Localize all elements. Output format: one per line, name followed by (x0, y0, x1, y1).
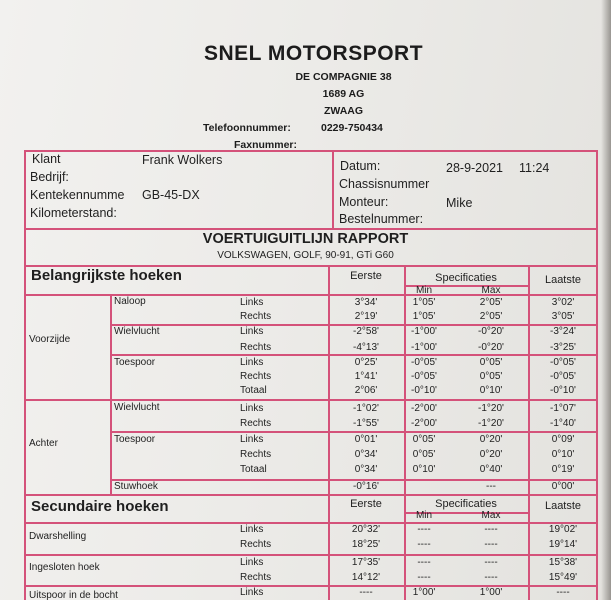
sub-wielvlucht-achter: Wielvlucht (114, 402, 160, 413)
klant-value: Frank Wolkers (142, 153, 223, 167)
col-spec-header-2: Specificaties (435, 498, 497, 510)
vehicle-description: VOLKSWAGEN, GOLF, 90-91, GTi G60 (217, 250, 394, 261)
cell-side: Links (240, 434, 264, 445)
chassis-label: Chassisnummer (339, 177, 430, 191)
sub-toespoor-achter: Toespoor (114, 434, 156, 445)
cell-eerste: 2°06' (354, 385, 378, 396)
cell-max: 0°20' (479, 449, 503, 460)
cell-eerste: -2°58' (353, 326, 379, 337)
cell-laatste: 0°09' (551, 434, 575, 445)
group-voorzijde: Voorzijde (29, 334, 71, 345)
cell-side: Links (240, 524, 264, 535)
cell-side: Rechts (240, 418, 272, 429)
sub-uitspoor: Uitspoor in de bocht (29, 590, 118, 600)
section-main-angles-title: Belangrijkste hoeken (31, 267, 182, 284)
cell-min: ---- (417, 557, 431, 568)
sub-toespoor-voor: Toespoor (114, 357, 156, 368)
cell-max: --- (486, 481, 496, 492)
cell-side: Links (240, 557, 264, 568)
cell-max: -0°20' (478, 342, 504, 353)
monteur-label: Monteur: (339, 195, 389, 209)
cell-laatste: 0°10' (551, 449, 575, 460)
cell-max: ---- (484, 524, 498, 535)
sub-stuwhoek: Stuwhoek (114, 481, 158, 492)
cell-min: 0°05' (412, 449, 436, 460)
rule (24, 228, 598, 230)
cell-min: 1°05' (412, 297, 436, 308)
cell-min: -1°00' (411, 342, 437, 353)
cell-laatste: 0°00' (551, 481, 575, 492)
datum-label: Datum: (340, 159, 381, 173)
cell-min: ---- (417, 539, 431, 550)
company-name: SNEL MOTORSPORT (203, 42, 424, 65)
cell-max: ---- (484, 539, 498, 550)
cell-laatste: -1°40' (550, 418, 576, 429)
company-city: ZWAAG (323, 105, 364, 117)
cell-max: 0°05' (479, 357, 503, 368)
group-achter: Achter (29, 438, 58, 449)
cell-min: -0°05' (411, 371, 437, 382)
sub-wielvlucht-voor: Wielvlucht (114, 326, 160, 337)
cell-laatste: 15°49' (548, 572, 578, 583)
cell-laatste: -0°10' (550, 385, 576, 396)
report-title: VOERTUIGUITLIJN RAPPORT (202, 231, 409, 247)
cell-max: 0°10' (479, 385, 503, 396)
col-min-header-2: Min (415, 510, 433, 521)
cell-max: 2°05' (479, 297, 503, 308)
cell-max: ---- (484, 572, 498, 583)
cell-laatste: 3°05' (551, 311, 575, 322)
cell-min: 0°10' (412, 464, 436, 475)
cell-side: Totaal (240, 385, 267, 396)
cell-laatste: -1°07' (550, 403, 576, 414)
cell-laatste: -3°24' (550, 326, 576, 337)
cell-laatste: 15°38' (548, 557, 578, 568)
cell-min: ---- (417, 524, 431, 535)
rule (24, 494, 598, 496)
cell-laatste: 3°02' (551, 297, 575, 308)
cell-max: ---- (484, 557, 498, 568)
tijd-value: 11:24 (519, 161, 550, 175)
cell-min: -1°00' (411, 326, 437, 337)
section-secondary-angles-title: Secundaire hoeken (31, 498, 169, 515)
col-eerste-header: Eerste (350, 270, 382, 282)
cell-side: Rechts (240, 371, 272, 382)
phone-label: Telefoonnummer: (203, 122, 291, 134)
kenteken-label: Kentekennumme (30, 188, 125, 202)
datum-value: 28-9-2021 (446, 161, 503, 175)
company-address-1: DE COMPAGNIE 38 (295, 71, 392, 83)
cell-side: Rechts (240, 449, 272, 460)
cell-min: -0°05' (411, 357, 437, 368)
bestelnummer-label: Bestelnummer: (339, 212, 424, 226)
cell-laatste: -0°05' (550, 371, 576, 382)
cell-laatste: ---- (556, 587, 570, 598)
cell-side: Links (240, 326, 264, 337)
rule (24, 554, 598, 556)
cell-side: Rechts (240, 572, 272, 583)
cell-min: -2°00' (411, 418, 437, 429)
cell-max: 0°40' (479, 464, 503, 475)
cell-min: -0°10' (411, 385, 437, 396)
cell-eerste: 17°35' (351, 557, 381, 568)
cell-eerste: 1°41' (354, 371, 378, 382)
cell-max: 0°20' (479, 434, 503, 445)
cell-side: Totaal (240, 464, 267, 475)
col-min-header: Min (415, 285, 433, 296)
cell-eerste: -4°13' (353, 342, 379, 353)
cell-max: -1°20' (478, 418, 504, 429)
sub-dwarshelling: Dwarshelling (29, 531, 87, 542)
cell-side: Links (240, 403, 264, 414)
cell-side: Rechts (240, 342, 272, 353)
cell-min: -2°00' (411, 403, 437, 414)
kenteken-value: GB-45-DX (142, 188, 200, 202)
rule (332, 150, 334, 228)
cell-side: Rechts (240, 539, 272, 550)
cell-eerste: 3°34' (354, 297, 378, 308)
cell-max: 2°05' (479, 311, 503, 322)
cell-side: Links (240, 357, 264, 368)
fax-label: Faxnummer: (234, 139, 298, 151)
cell-side: Links (240, 297, 264, 308)
cell-eerste: -0°16' (353, 481, 379, 492)
cell-eerste: 20°32' (351, 524, 381, 535)
cell-min: ---- (417, 572, 431, 583)
cell-laatste: -3°25' (550, 342, 576, 353)
cell-eerste: 0°01' (354, 434, 378, 445)
col-spec-header: Specificaties (435, 272, 497, 284)
cell-eerste: 14°12' (351, 572, 381, 583)
cell-min: 0°05' (412, 434, 436, 445)
cell-side: Links (240, 587, 264, 598)
cell-min: 1°05' (412, 311, 436, 322)
bedrijf-label: Bedrijf: (30, 170, 69, 184)
cell-max: -1°20' (478, 403, 504, 414)
cell-laatste: 19°14' (548, 539, 578, 550)
klant-label: Klant (32, 152, 61, 166)
cell-side: Rechts (240, 311, 272, 322)
cell-eerste: ---- (359, 587, 373, 598)
monteur-value: Mike (446, 196, 473, 210)
cell-max: -0°20' (478, 326, 504, 337)
col-max-header: Max (481, 285, 501, 296)
cell-eerste: 2°19' (354, 311, 378, 322)
cell-eerste: -1°02' (353, 403, 379, 414)
col-eerste-header-2: Eerste (350, 498, 382, 510)
cell-eerste: 0°25' (354, 357, 378, 368)
cell-laatste: 0°19' (551, 464, 575, 475)
cell-laatste: 19°02' (548, 524, 578, 535)
rule (110, 431, 598, 433)
col-laatste-header-2: Laatste (544, 500, 582, 512)
phone-number: 0229-750434 (321, 122, 383, 134)
cell-laatste: -0°05' (550, 357, 576, 368)
col-max-header-2: Max (481, 510, 501, 521)
rule (110, 294, 112, 494)
kilometerstand-label: Kilometerstand: (30, 206, 117, 220)
sub-naloop: Naloop (114, 296, 146, 307)
sub-ingesloten-hoek: Ingesloten hoek (29, 562, 100, 573)
cell-eerste: 18°25' (351, 539, 381, 550)
cell-eerste: -1°55' (353, 418, 379, 429)
cell-max: 0°05' (479, 371, 503, 382)
col-laatste-header: Laatste (544, 274, 582, 286)
cell-min: 1°00' (412, 587, 436, 598)
company-address-2: 1689 AG (322, 88, 365, 100)
cell-max: 1°00' (479, 587, 503, 598)
cell-eerste: 0°34' (354, 464, 378, 475)
rule (110, 354, 598, 356)
cell-eerste: 0°34' (354, 449, 378, 460)
